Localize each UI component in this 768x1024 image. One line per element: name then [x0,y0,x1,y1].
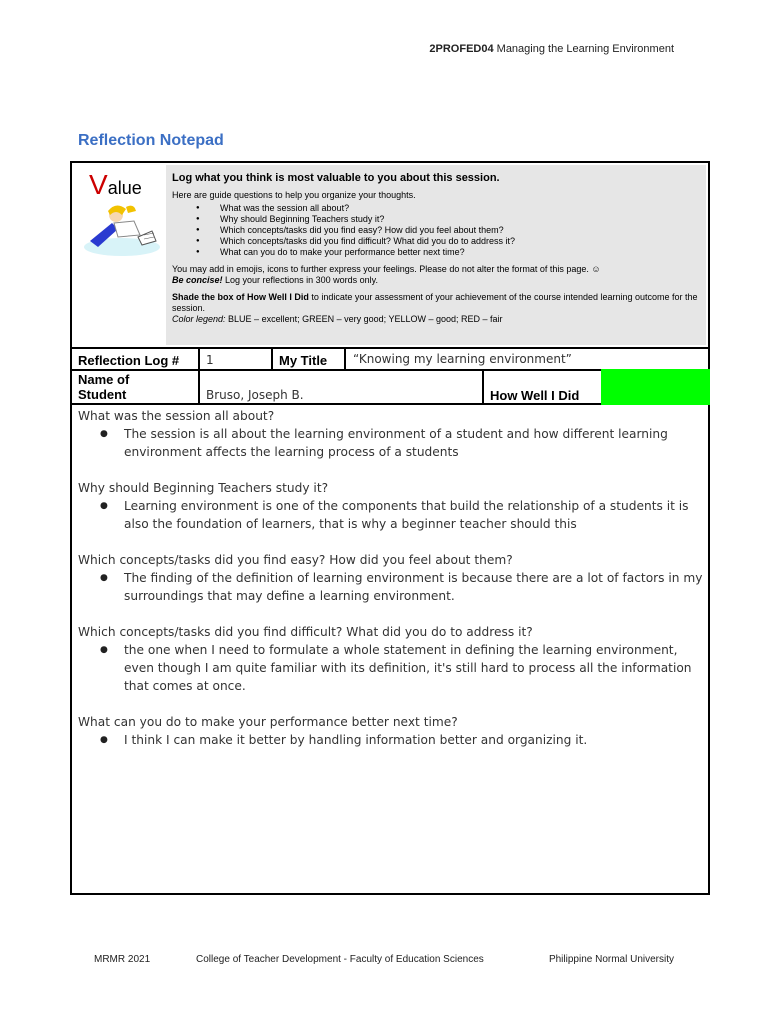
reflection-log-label: Reflection Log # [78,353,180,368]
concise-bold: Be concise! [172,275,223,285]
name-label-line-1: Name of [78,372,130,387]
footer-center: College of Teacher Development - Faculty of Education Sciences [196,954,484,965]
value-rest: alue [107,178,142,198]
guide-question: ● Which concepts/tasks did you find easy? How did you feel about them? [220,225,700,236]
answer-text: Learning environment is one of the components that build the relationship of a students it is also the foundation of learners, that is why a beginner teacher should this [124,499,689,531]
divider [72,347,708,349]
bullet-icon: ● [100,501,108,511]
reflection-content [78,407,708,767]
guide-question: ● Why should Beginning Teachers study it? [220,214,700,225]
bullet-icon: ● [100,735,108,745]
color-legend [172,314,700,325]
guide-lead: Log what you think is most valuable to you about this session. [172,172,500,184]
how-well-i-did-rating [601,369,710,405]
course-code: 2PROFED04 [429,43,494,55]
reflection-answer [78,569,708,605]
guide-question: ● What was the session all about? [220,203,700,214]
divider [482,369,484,405]
footer-right: Philippine Normal University [548,954,674,965]
legend-label: Color legend: [172,314,226,324]
reflection-question: What was the session all about? [78,409,275,423]
reflection-question: Which concepts/tasks did you find difficult? What did you do to address it? [78,625,533,639]
reading-student-clipart-icon [82,201,162,257]
reflection-answer [78,731,708,749]
emoji-note: You may add in emojis, icons to further express your feelings. Please do not alter the format of this page. ☺ [172,264,601,274]
guide-question-list [172,203,700,258]
answer-text: the one when I need to formulate a whole statement in defining the learning environment, even though I am quite familiar with its definition, it's still hard to process all the information that comes at once. [124,643,692,693]
guide-question: ● Which concepts/tasks did you find difficult? What did you do to address it? [220,236,700,247]
divider [198,347,200,405]
name-of-student-label [78,372,129,402]
course-name: Managing the Learning Environment [496,43,674,55]
bullet-icon: ● [100,645,108,655]
how-well-i-did-label: How Well I Did [490,388,580,403]
bullet-icon: ● [100,573,108,583]
guide-question: ● What can you do to make your performance better next time? [220,247,700,258]
divider [271,347,273,369]
reflection-answer [78,641,708,695]
answer-text: The session is all about the learning environment of a student and how different learning environment affects the learning process of a students [124,427,668,459]
reflection-question: Which concepts/tasks did you find easy? How did you feel about them? [78,553,513,567]
answer-text: I think I can make it better by handling information better and organizing it. [124,733,588,747]
divider [344,347,346,369]
reflection-question: What can you do to make your performance better next time? [78,715,458,729]
reflection-log-number: 1 [206,353,214,367]
value-box [72,163,708,349]
my-title-value: “Knowing my learning environment” [353,352,572,366]
reflection-answer [78,497,708,533]
answer-text: The finding of the definition of learning environment is because there are a lot of factors in my surroundings that may define a learning environment. [124,571,703,603]
name-label-line-2: Student [78,387,127,402]
shade-bold: Shade the box of How Well I Did [172,292,309,302]
student-name-value: Bruso, Joseph B. [206,388,304,402]
guide-panel [166,165,706,345]
bullet-icon: ● [100,429,108,439]
guide-sub: Here are guide questions to help you organize your thoughts. [172,190,416,200]
page-header [429,43,674,55]
reflection-frame [70,161,710,895]
legend-rest: BLUE – excellent; GREEN – very good; YELLOW – good; RED – fair [225,314,503,324]
footer-left: MRMR 2021 [94,954,151,965]
value-panel [72,163,166,347]
concise-rest: Log your reflections in 300 words only. [222,275,378,285]
value-heading [89,169,142,201]
shade-note [172,292,700,314]
reflection-answer [78,425,708,461]
value-initial: V [89,169,108,200]
concise-note [172,275,700,286]
page-title: Reflection Notepad [78,132,224,149]
reflection-question: Why should Beginning Teachers study it? [78,481,329,495]
shade-rest: to indicate your assessment of your achievement of the course intended learning outcome for the session. [172,292,698,313]
my-title-label: My Title [279,353,328,368]
